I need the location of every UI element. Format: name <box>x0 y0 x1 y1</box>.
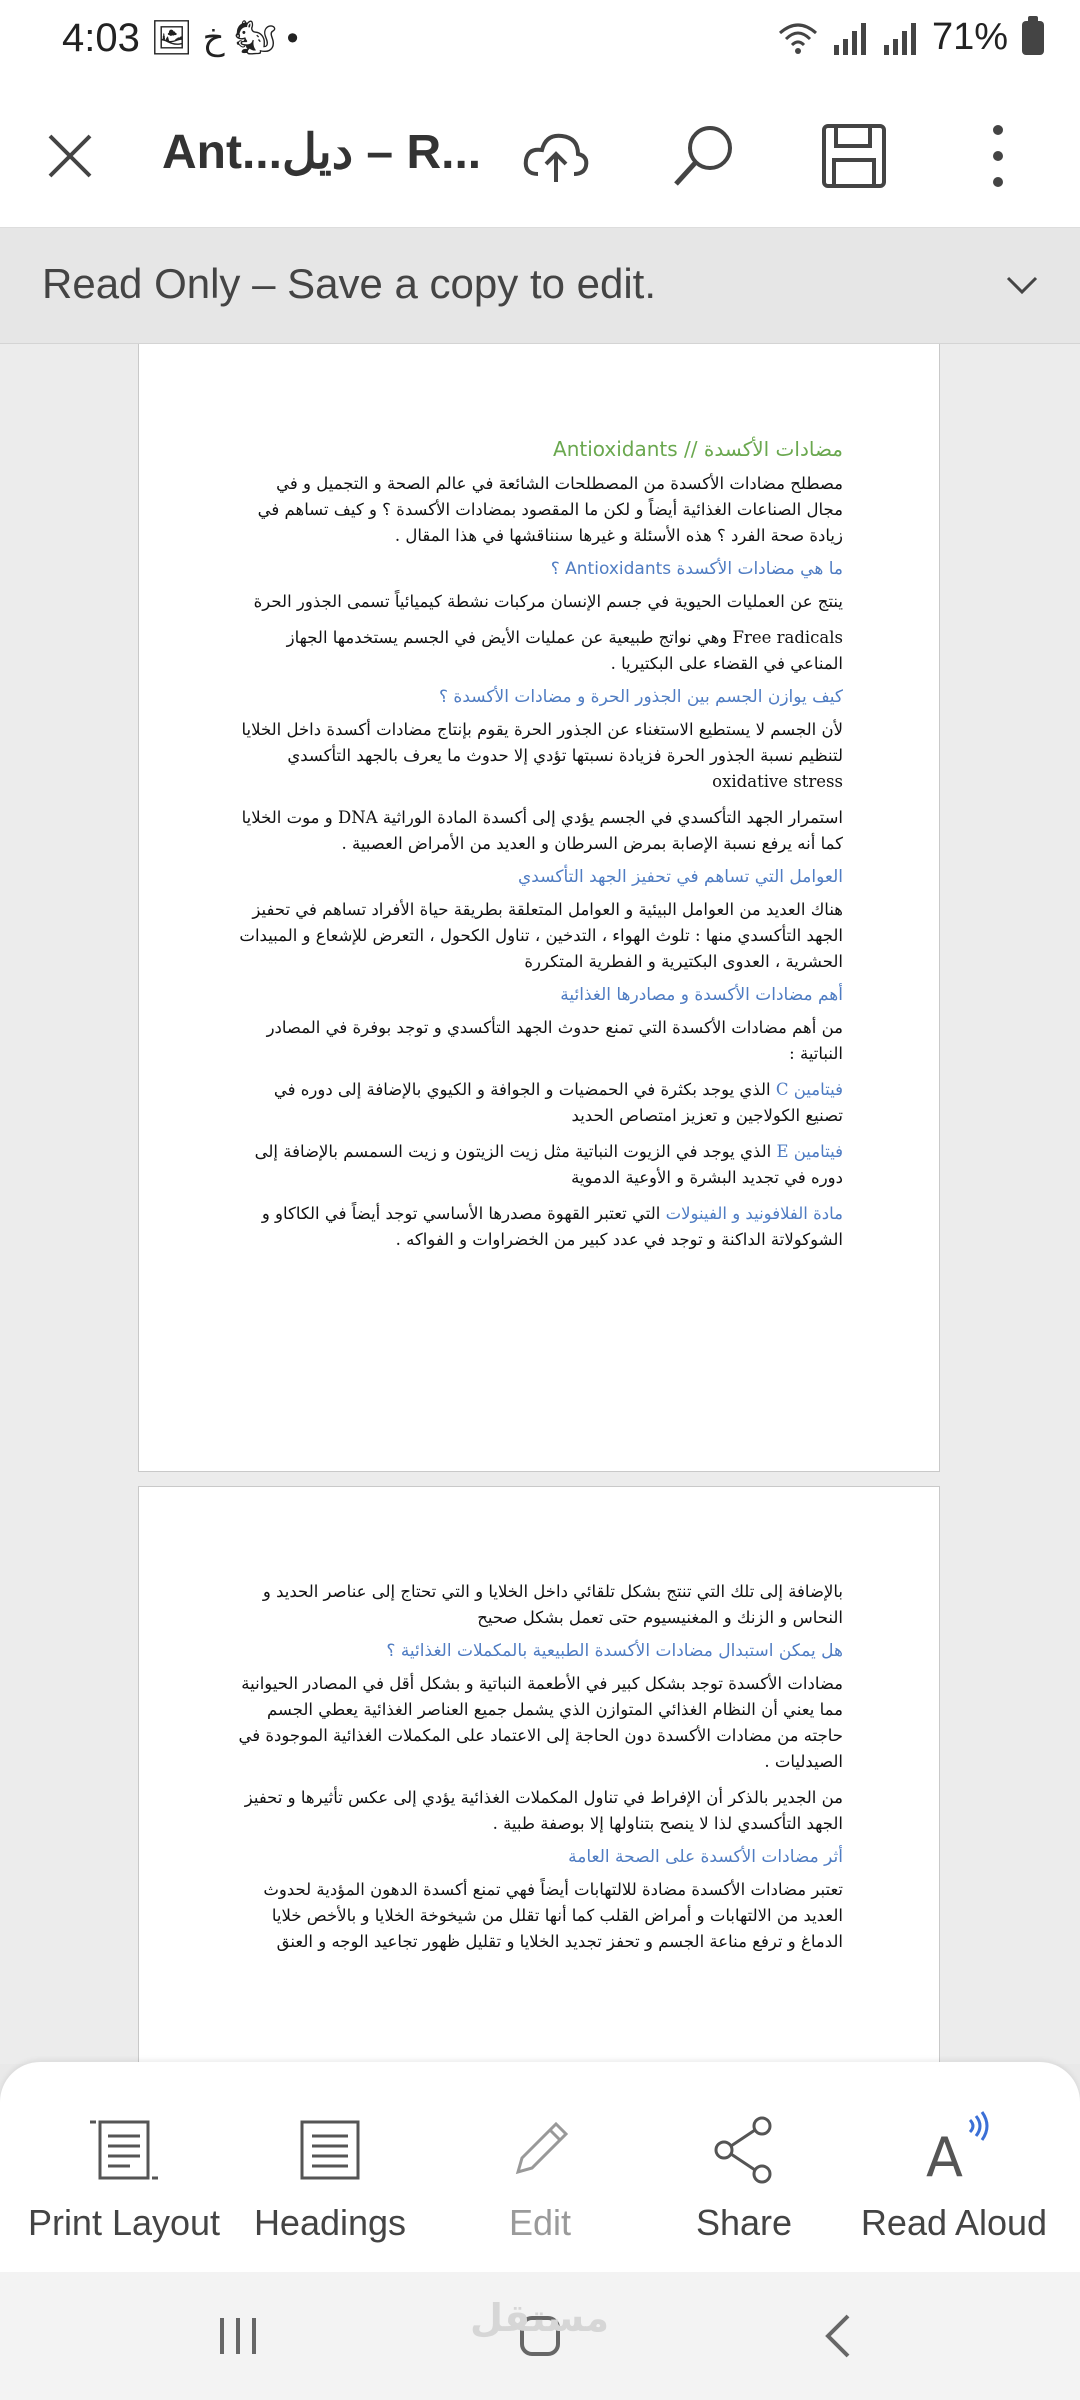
doc-subheading: هل يمكن استبدال مضادات الأكسدة الطبيعية بالمكملات الغذائية ؟ <box>386 1641 843 1661</box>
doc-paragraph: من أهم مضادات الأكسدة التي تمنع حدوث الجهد التأكسدي و توجد بوفرة في المصادر النباتية : <box>266 1018 843 1063</box>
share-icon <box>704 2110 784 2190</box>
doc-paragraph: مضادات الأكسدة توجد بشكل كبير في الأطعمة النباتية و بشكل أقل في المصادر الحيوانية مما يعني أن النظام الغذائي المتوازن الذي يشمل جميع العناصر الغذائية يعطي الجسم حاجته من مضادات الأكسدة دون الحاجة إلى الاعتماد على المكملات الغذائية الموجودة في الصيدليات . <box>238 1674 843 1771</box>
vitamin-e-label: فيتامين E <box>776 1142 843 1161</box>
doc-paragraph: هناك العديد من العوامل البيئية و العوامل المتعلقة بطريقة حياة الأفراد تساهم في تحفيز الجهد التأكسدي منها : تلوث الهواء ، التدخين ، تناول الكحول ، التعرض للإشعاع و المبيدات الحشرية ، العدوى البكتيرية و الفطرية المتكررة <box>239 900 843 971</box>
share-button[interactable] <box>636 2110 852 2244</box>
chevron-down-icon[interactable] <box>1000 264 1044 308</box>
read-only-message: Read Only – Save a copy to edit. <box>42 260 657 307</box>
doc-subheading: ما هي مضادات الأكسدة Antioxidants ؟ <box>550 559 843 579</box>
doc-paragraph: Free radicals وهي نواتج طبيعية عن عمليات الأيض في الجسم يستخدمها الجهاز المناعي في القضاء على البكتيريا . <box>286 628 843 673</box>
doc-paragraph: استمرار الجهد التأكسدي في الجسم يؤدي إلى أكسدة المادة الوراثية DNA و موت الخلايا كما أنه يرفع نسبة الإصابة بمرض السرطان و العديد من الأمراض العصبية . <box>241 808 843 853</box>
headings-label: Headings <box>253 2202 407 2243</box>
document-page-1 <box>138 344 940 1472</box>
battery-icon <box>1022 21 1044 55</box>
vitamin-e-text: الذي يوجد في الزيوت النباتية مثل زيت الزيتون و زيت السمسم بالإضافة إلى دوره في تجديد البشرة و الأوعية الدموية <box>254 1142 843 1187</box>
print-layout-icon <box>84 2110 164 2190</box>
more-vert-icon[interactable] <box>962 120 1034 192</box>
doc-subheading: أهم مضادات الأكسدة و مصادرها الغذائية <box>560 985 843 1005</box>
status-bar <box>0 0 1080 82</box>
battery-percent: 71% <box>931 16 1008 58</box>
watermark-logo: مستقل <box>470 2296 609 2340</box>
doc-paragraph: بالإضافة إلى تلك التي تنتج بشكل تلقائي داخل الخلايا و التي تحتاج إلى عناصر الحديد و النحاس و الزنك و المغنيسيوم حتى تعمل بشكل صحيح <box>262 1582 843 1627</box>
read-aloud-button[interactable] <box>846 2110 1062 2244</box>
doc-subheading: العوامل التي تساهم في تحفيز الجهد التأكسدي <box>517 867 843 887</box>
vitamin-c-label: فيتامين C <box>775 1080 843 1099</box>
flavonoids-label: مادة الفلافونيد و الفينولات <box>665 1204 843 1223</box>
bottom-toolbar <box>0 2062 1080 2272</box>
status-right <box>778 16 1044 59</box>
page-1-body <box>237 437 843 1263</box>
edit-button[interactable] <box>432 2110 648 2244</box>
recent-apps-icon[interactable] <box>206 2304 270 2368</box>
app-bar <box>0 82 1080 228</box>
doc-paragraph: تعتبر مضادات الأكسدة مضادة للالتهابات أيضاً فهي تمنع أكسدة الدهون المؤدية لحدوث العديد من الالتهابات و أمراض القلب كما أنها تقلل من شيخوخة الخلايا و بالأخص خلايا الدماغ و ترفع مناعة الجسم و تحفز تجديد الخلايا و تقليل ظهور تجاعيد الوجه و العنق <box>263 1880 843 1951</box>
doc-paragraph <box>237 1139 843 1191</box>
doc-paragraph: من الجدير بالذكر أن الإفراط في تناول المكملات الغذائية يؤدي إلى عكس تأثيرها و تحفيز الجهد التأكسدي لذا لا ينصح بتناولها إلا بوصفة طبية . <box>244 1788 843 1833</box>
save-icon[interactable] <box>818 120 890 192</box>
vitamin-c-text: الذي يوجد بكثرة في الحمضيات و الجوافة و الكيوي بالإضافة إلى دوره في تصنيع الكولاجين و تعزيز امتصاص الحديد <box>273 1080 843 1125</box>
print-layout-button[interactable] <box>16 2110 232 2244</box>
doc-paragraph <box>237 1201 843 1253</box>
close-icon[interactable] <box>40 126 100 186</box>
headings-icon <box>290 2110 370 2190</box>
read-aloud-icon <box>914 2110 994 2190</box>
page-2-body <box>237 1579 843 1965</box>
read-only-banner[interactable] <box>0 228 1080 344</box>
edit-label: Edit <box>508 2202 572 2243</box>
print-layout-label: Print Layout <box>27 2202 221 2243</box>
status-time: 4:03 <box>62 16 140 60</box>
wifi-icon <box>778 21 818 55</box>
doc-subheading: أثر مضادات الأكسدة على الصحة العامة <box>568 1847 843 1867</box>
pencil-icon <box>500 2110 580 2190</box>
doc-heading: مضادات الأكسدة // Antioxidants <box>553 437 843 461</box>
read-aloud-label: Read Aloud <box>860 2202 1048 2243</box>
document-title[interactable]: Ant...ديل – R... <box>162 126 482 179</box>
document-page-2 <box>138 1486 940 2064</box>
document-canvas[interactable] <box>0 344 1080 2064</box>
share-label: Share <box>695 2202 793 2243</box>
search-icon[interactable] <box>668 120 740 192</box>
svg-text:A: A <box>926 2126 963 2189</box>
doc-paragraph: لأن الجسم لا يستطيع الاستغناء عن الجذور الحرة يقوم بإنتاج مضادات أكسدة داخل الخلايا لتنظيم نسبة الجذور الحرة فزيادة نسبتها تؤدي إلا حدوث ما يعرف بالجهد التأكسدي oxidative stress <box>241 720 843 791</box>
headings-button[interactable] <box>222 2110 438 2244</box>
flavonoids-text: التي تعتبر القهوة مصدرها الأساسي توجد أيضاً في الكاكاو و الشوكولاتة الداكنة و توجد في عدد كبير من الخضراوات و الفواكه . <box>261 1204 843 1249</box>
doc-subheading: كيف يوازن الجسم بين الجذور الحرة و مضادات الأكسدة ؟ <box>439 687 843 707</box>
notification-icons: 🖼 خ 🐿 • <box>150 19 299 57</box>
signal-icon-2 <box>882 21 918 55</box>
doc-paragraph: مصطلح مضادات الأكسدة من المصطلحات الشائعة في عالم الصحة و التجميل و في مجال الصناعات الغذائية أيضاً و لكن ما المقصود بمضادات الأكسدة ؟ و كيف تساهم في زيادة صحة الفرد ؟ هذه الأسئلة و غيرها سنناقشها في هذا المقال . <box>257 474 843 545</box>
back-icon[interactable] <box>808 2304 872 2368</box>
doc-paragraph <box>237 1077 843 1129</box>
signal-icon <box>832 21 868 55</box>
doc-paragraph: ينتج عن العمليات الحيوية في جسم الإنسان مركبات نشطة كيميائياً تسمى الجذور الحرة <box>253 592 843 611</box>
cloud-upload-icon[interactable] <box>520 120 592 192</box>
